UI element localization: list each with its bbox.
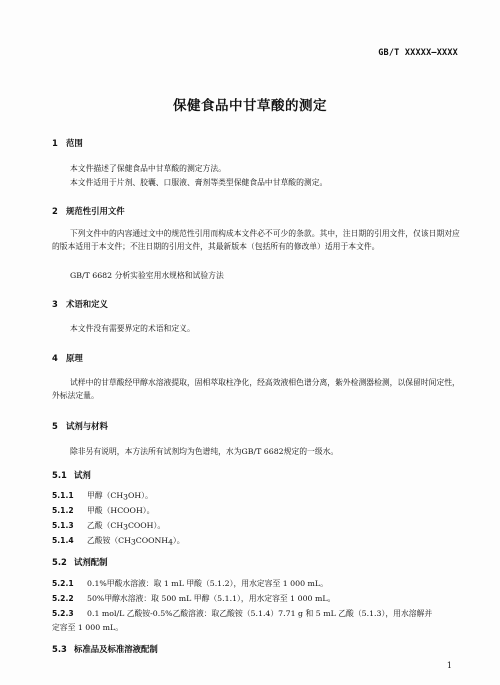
paragraph: 试样中的甘草酸经甲醇水溶液提取，固相萃取柱净化，经高效液相色谱分离，紫外检测器检测，以保留时间定性，外标法定量。 [52,378,460,400]
section-number: 3 [52,299,58,309]
section-title: 术语和定义 [66,299,108,309]
section-number: 5 [52,421,58,431]
item-number: 5.2.2 [52,594,74,603]
section-4-heading [52,352,83,364]
preparation-item-continuation: 定容至 1 000 mL。 [52,623,124,632]
reagent-item: 5.1.4 乙酸铵（CH3COONH4）。 [52,536,185,547]
paragraph: 本文件适用于片剂、胶囊、口服液、膏剂等类型保健食品中甘草酸的测定。 [70,178,328,187]
item-number: 5.1.3 [52,521,74,530]
subsection-title: 标准品及标准溶液配制 [74,644,158,654]
preparation-item: 5.2.1 0.1%甲酸水溶液：取 1 mL 甲酸（5.1.2），用水定容至 1 000 mL。 [52,579,328,588]
item-number: 5.2.3 [52,609,74,618]
subsection-title: 试剂配制 [74,557,108,567]
section-1-heading [52,137,83,149]
item-number: 5.1.2 [52,506,74,515]
section-2-heading [52,205,125,217]
item-number: 5.2.1 [52,579,74,588]
paragraph: 下列文件中的内容通过文中的规范性引用而构成本文件必不可少的条款。其中，注日期的引用文件，仅该日期对应的版本适用于本文件；不注日期的引用文件，其最新版本（包括所有的修改单）适用于本文件。 [52,229,460,251]
document-title: 保健食品中甘草酸的测定 [173,98,327,114]
section-3-heading [52,298,108,310]
paragraph: 本文件没有需要界定的术语和定义。 [70,324,195,333]
section-title: 试剂与材料 [66,421,108,431]
section-5-heading [52,420,108,432]
section-title: 规范性引用文件 [66,206,125,216]
preparation-item: 5.2.2 50%甲醇水溶液：取 500 mL 甲醇（5.1.1），用水定容至 1 000 mL。 [52,594,336,603]
preparation-item: 5.2.3 0.1 mol/L 乙酸铵-0.5%乙酸溶液：取乙酸铵（5.1.4）7.71 g 和 5 mL 乙酸（5.1.3），用水溶解并 [52,609,433,618]
subsection-number: 5.2 [52,557,67,567]
item-number: 5.1.1 [52,491,74,500]
standard-code: GB/T XXXXX—XXXX [378,48,458,58]
page-number: 1 [446,661,452,670]
section-number: 1 [52,138,58,148]
section-number: 4 [52,353,58,363]
subsection-5-1-heading [52,469,91,481]
paragraph: 除非另有说明，本方法所有试剂均为色谱纯，水为GB/T 6682规定的一级水。 [70,447,339,456]
paragraph: 本文件描述了保健食品中甘草酸的测定方法。 [70,164,226,173]
normative-reference: GB/T 6682 分析实验室用水规格和试验方法 [70,271,224,280]
section-title: 原理 [66,353,83,363]
section-number: 2 [52,206,58,216]
reagent-item: 5.1.2 甲酸（HCOOH）。 [52,506,155,515]
subsection-5-2-heading [52,556,108,568]
subsection-number: 5.1 [52,470,67,480]
subsection-number: 5.3 [52,644,67,654]
section-title: 范围 [66,138,83,148]
subsection-5-3-heading [52,643,158,655]
reagent-item: 5.1.3 乙酸（CH3COOH）。 [52,521,166,532]
subsection-title: 试剂 [74,470,91,480]
item-number: 5.1.4 [52,536,74,545]
reagent-item: 5.1.1 甲醇（CH3OH）。 [52,491,153,502]
